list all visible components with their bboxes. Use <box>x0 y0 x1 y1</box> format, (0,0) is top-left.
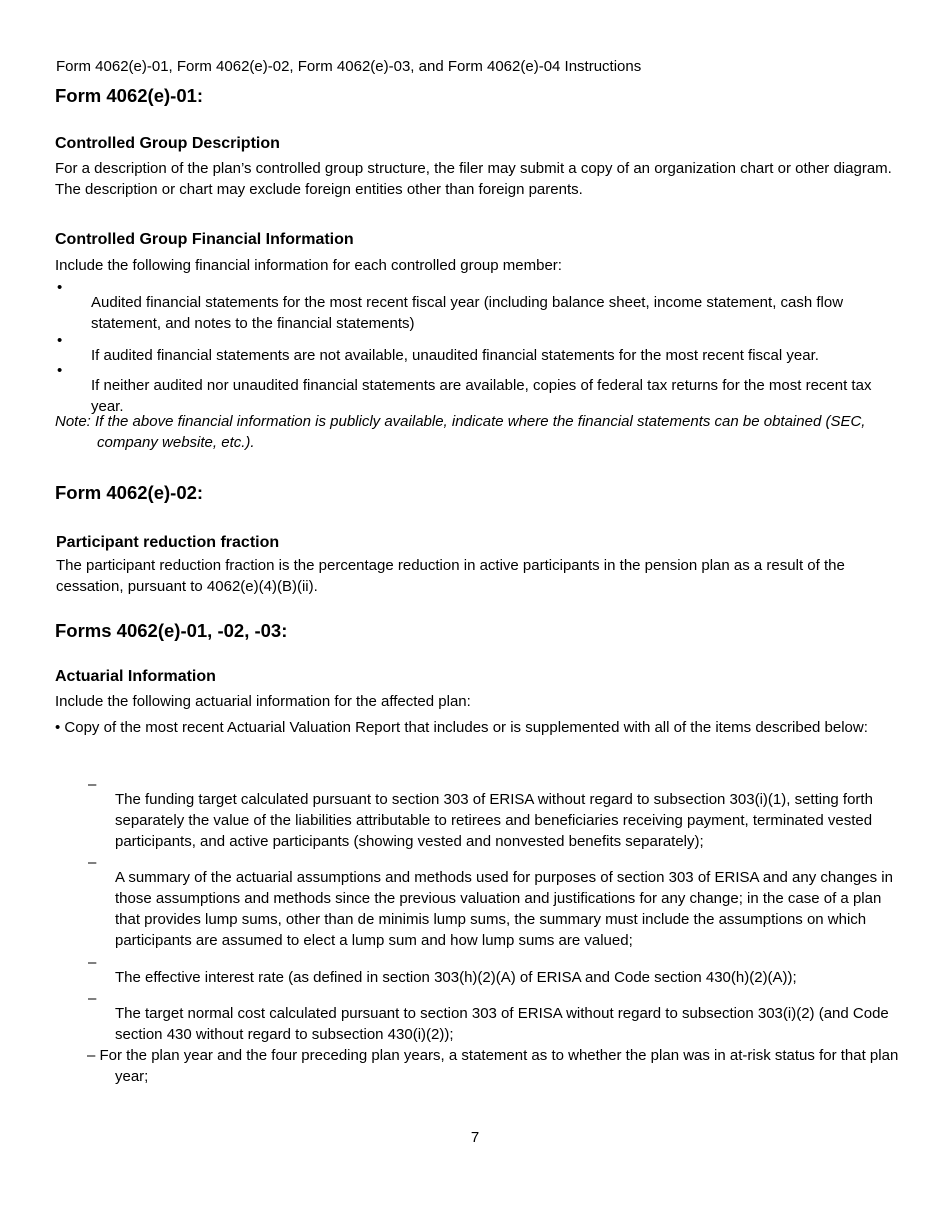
form-01-heading: Form 4062(e)-01: <box>55 85 204 106</box>
controlled-group-financial-intro: Include the following financial information for each controlled group member: <box>55 257 562 274</box>
participant-reduction-text: The participant reduction fraction is the percentage reduction in active participants in the pension plan as a result of the cessation, pursuant to 4062(e)(4)(B)(ii). <box>56 557 845 595</box>
bullet-marker: • <box>57 332 63 349</box>
actuarial-dash-item: The funding target calculated pursuant to section 303 of ERISA without regard to subsection 303(i)(1), setting forth separately the value of the liabilities attributable to retirees and beneficiaries receiving payment, terminated vested participants, and active participants (showing vested and nonvested benefits separately); <box>115 791 873 850</box>
actuarial-last-item: – For the plan year and the four preceding plan years, a statement as to whether the plan was in at-risk status for that plan year; <box>87 1047 899 1085</box>
dash-marker: – <box>88 954 97 971</box>
actuarial-information-heading: Actuarial Information <box>55 668 216 685</box>
actuarial-dash-item: The effective interest rate (as defined in section 303(h)(2)(A) of ERISA and Code section 430(h)(2)(A)); <box>115 969 797 986</box>
financial-bullet-item: Audited financial statements for the most recent fiscal year (including balance sheet, income statement, cash flow statement, and notes to the financial statements) <box>91 294 844 332</box>
financial-bullet-item: If audited financial statements are not available, unaudited financial statements for the most recent fiscal year. <box>91 347 819 364</box>
controlled-group-financial-heading: Controlled Group Financial Information <box>55 231 354 248</box>
form-02-heading: Form 4062(e)-02: <box>55 482 204 503</box>
document-header: Form 4062(e)-01, Form 4062(e)-02, Form 4062(e)-03, and Form 4062(e)-04 Instructions <box>56 58 642 75</box>
forms-all-heading: Forms 4062(e)-01, -02, -03: <box>55 620 288 641</box>
dash-marker: – <box>88 854 97 871</box>
controlled-group-description-heading: Controlled Group Description <box>55 135 280 152</box>
bullet-marker: • <box>57 279 63 296</box>
participant-reduction-heading: Participant reduction fraction <box>56 534 280 551</box>
page-number: 7 <box>470 1129 480 1146</box>
bullet-marker: • <box>57 362 63 379</box>
actuarial-main-bullet: • Copy of the most recent Actuarial Valuation Report that includes or is supplemented with all of the items described below: <box>55 719 868 736</box>
financial-note: Note: If the above financial information is publicly available, indicate where the financial statements can be obtained (SEC, company website, etc.). <box>55 413 866 451</box>
actuarial-dash-item: The target normal cost calculated pursuant to section 303 of ERISA without regard to subsection 303(i)(2) (and Code section 430 without regard to subsection 430(i)(2)); <box>115 1005 889 1043</box>
controlled-group-description-text: For a description of the plan’s controlled group structure, the filer may submit a copy of an organization chart or other diagram. The description or chart may exclude foreign entities other than foreign parents. <box>55 160 892 198</box>
actuarial-dash-item: A summary of the actuarial assumptions and methods used for purposes of section 303 of ERISA and any changes in those assumptions and methods since the previous valuation and justifications for any change; in the case of a plan that provides lump sums, other than de minimis lump sums, the summary must include the assumptions on which participants are assumed to elect a lump sum and how lump sums are valued; <box>115 869 893 949</box>
dash-marker: – <box>88 990 97 1007</box>
actuarial-intro: Include the following actuarial information for the affected plan: <box>55 693 471 710</box>
dash-marker: – <box>88 776 97 793</box>
financial-bullet-item: If neither audited nor unaudited financial statements are available, copies of federal tax returns for the most recent tax year. <box>91 377 872 415</box>
